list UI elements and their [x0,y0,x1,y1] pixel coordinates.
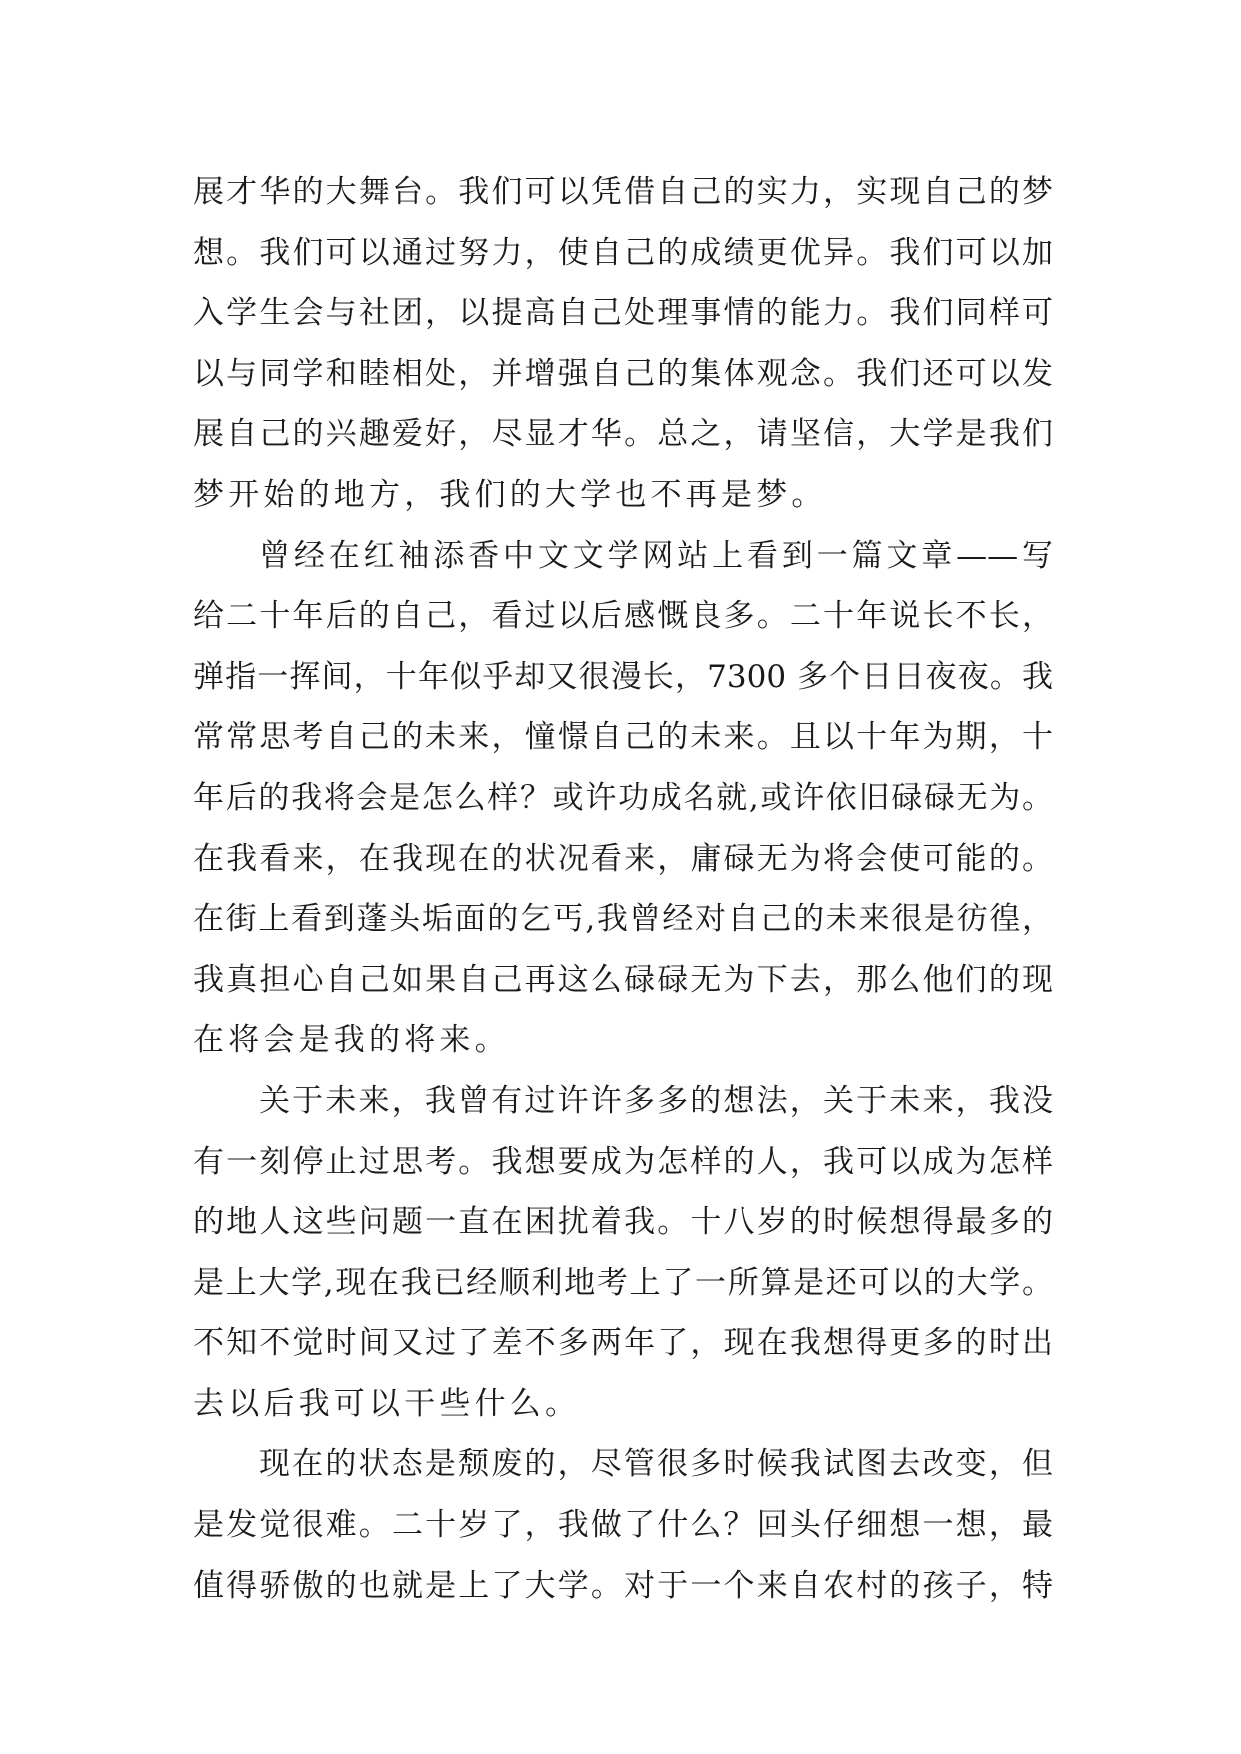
text-line: 不知不觉时间又过了差不多两年了，现在我想得更多的时出 [193,1325,1053,1362]
document-body-text [193,162,1053,1616]
text-line: 以与同学和睦相处，并增强自己的集体观念。我们还可以发 [193,355,1053,392]
paragraph-first-line: 关于未来，我曾有过许许多多的想法，关于未来，我没 [259,1082,1053,1119]
text-line: 展自己的兴趣爱好，尽显才华。总之，请坚信，大学是我们 [193,416,1053,453]
text-line: 在将会是我的将来。 [193,1022,510,1059]
text-line: 有一刻停止过思考。我想要成为怎样的人，我可以成为怎样 [193,1143,1053,1180]
text-line: 入学生会与社团，以提高自己处理事情的能力。我们同样可 [193,295,1053,332]
text-line: 在街上看到蓬头垢面的乞丐,我曾经对自己的未来很是彷徨， [193,901,1053,938]
text-line: 弹指一挥间，十年似乎却又很漫长，7300 多个日日夜夜。我 [193,658,1053,695]
text-line: 想。我们可以通过努力，使自己的成绩更优异。我们可以加 [193,234,1053,271]
text-line: 梦开始的地方，我们的大学也不再是梦。 [193,476,827,513]
text-line: 常常思考自己的未来，憧憬自己的未来。且以十年为期，十 [193,719,1053,756]
text-line: 是发觉很难。二十岁了，我做了什么？回头仔细想一想，最 [193,1507,1053,1544]
text-line: 在我看来，在我现在的状况看来，庸碌无为将会使可能的。 [193,840,1053,877]
text-line: 展才华的大舞台。我们可以凭借自己的实力，实现自己的梦 [193,174,1053,210]
text-line: 给二十年后的自己，看过以后感慨良多。二十年说长不长， [193,598,1053,635]
text-line: 值得骄傲的也就是上了大学。对于一个来自农村的孩子，特 [193,1567,1053,1604]
text-line: 年后的我将会是怎么样？或许功成名就,或许依旧碌碌无为。 [193,779,1053,816]
paragraph-first-line: 现在的状态是颓废的，尽管很多时候我试图去改变，但 [259,1446,1053,1483]
text-line: 我真担心自己如果自己再这么碌碌无为下去，那么他们的现 [193,961,1053,998]
text-line: 是上大学,现在我已经顺利地考上了一所算是还可以的大学。 [193,1264,1053,1301]
text-line: 去以后我可以干些什么。 [193,1385,581,1422]
paragraph-first-line: 曾经在红袖添香中文文学网站上看到一篇文章——写 [259,537,1053,574]
text-line: 的地人这些问题一直在困扰着我。十八岁的时候想得最多的 [193,1204,1053,1241]
